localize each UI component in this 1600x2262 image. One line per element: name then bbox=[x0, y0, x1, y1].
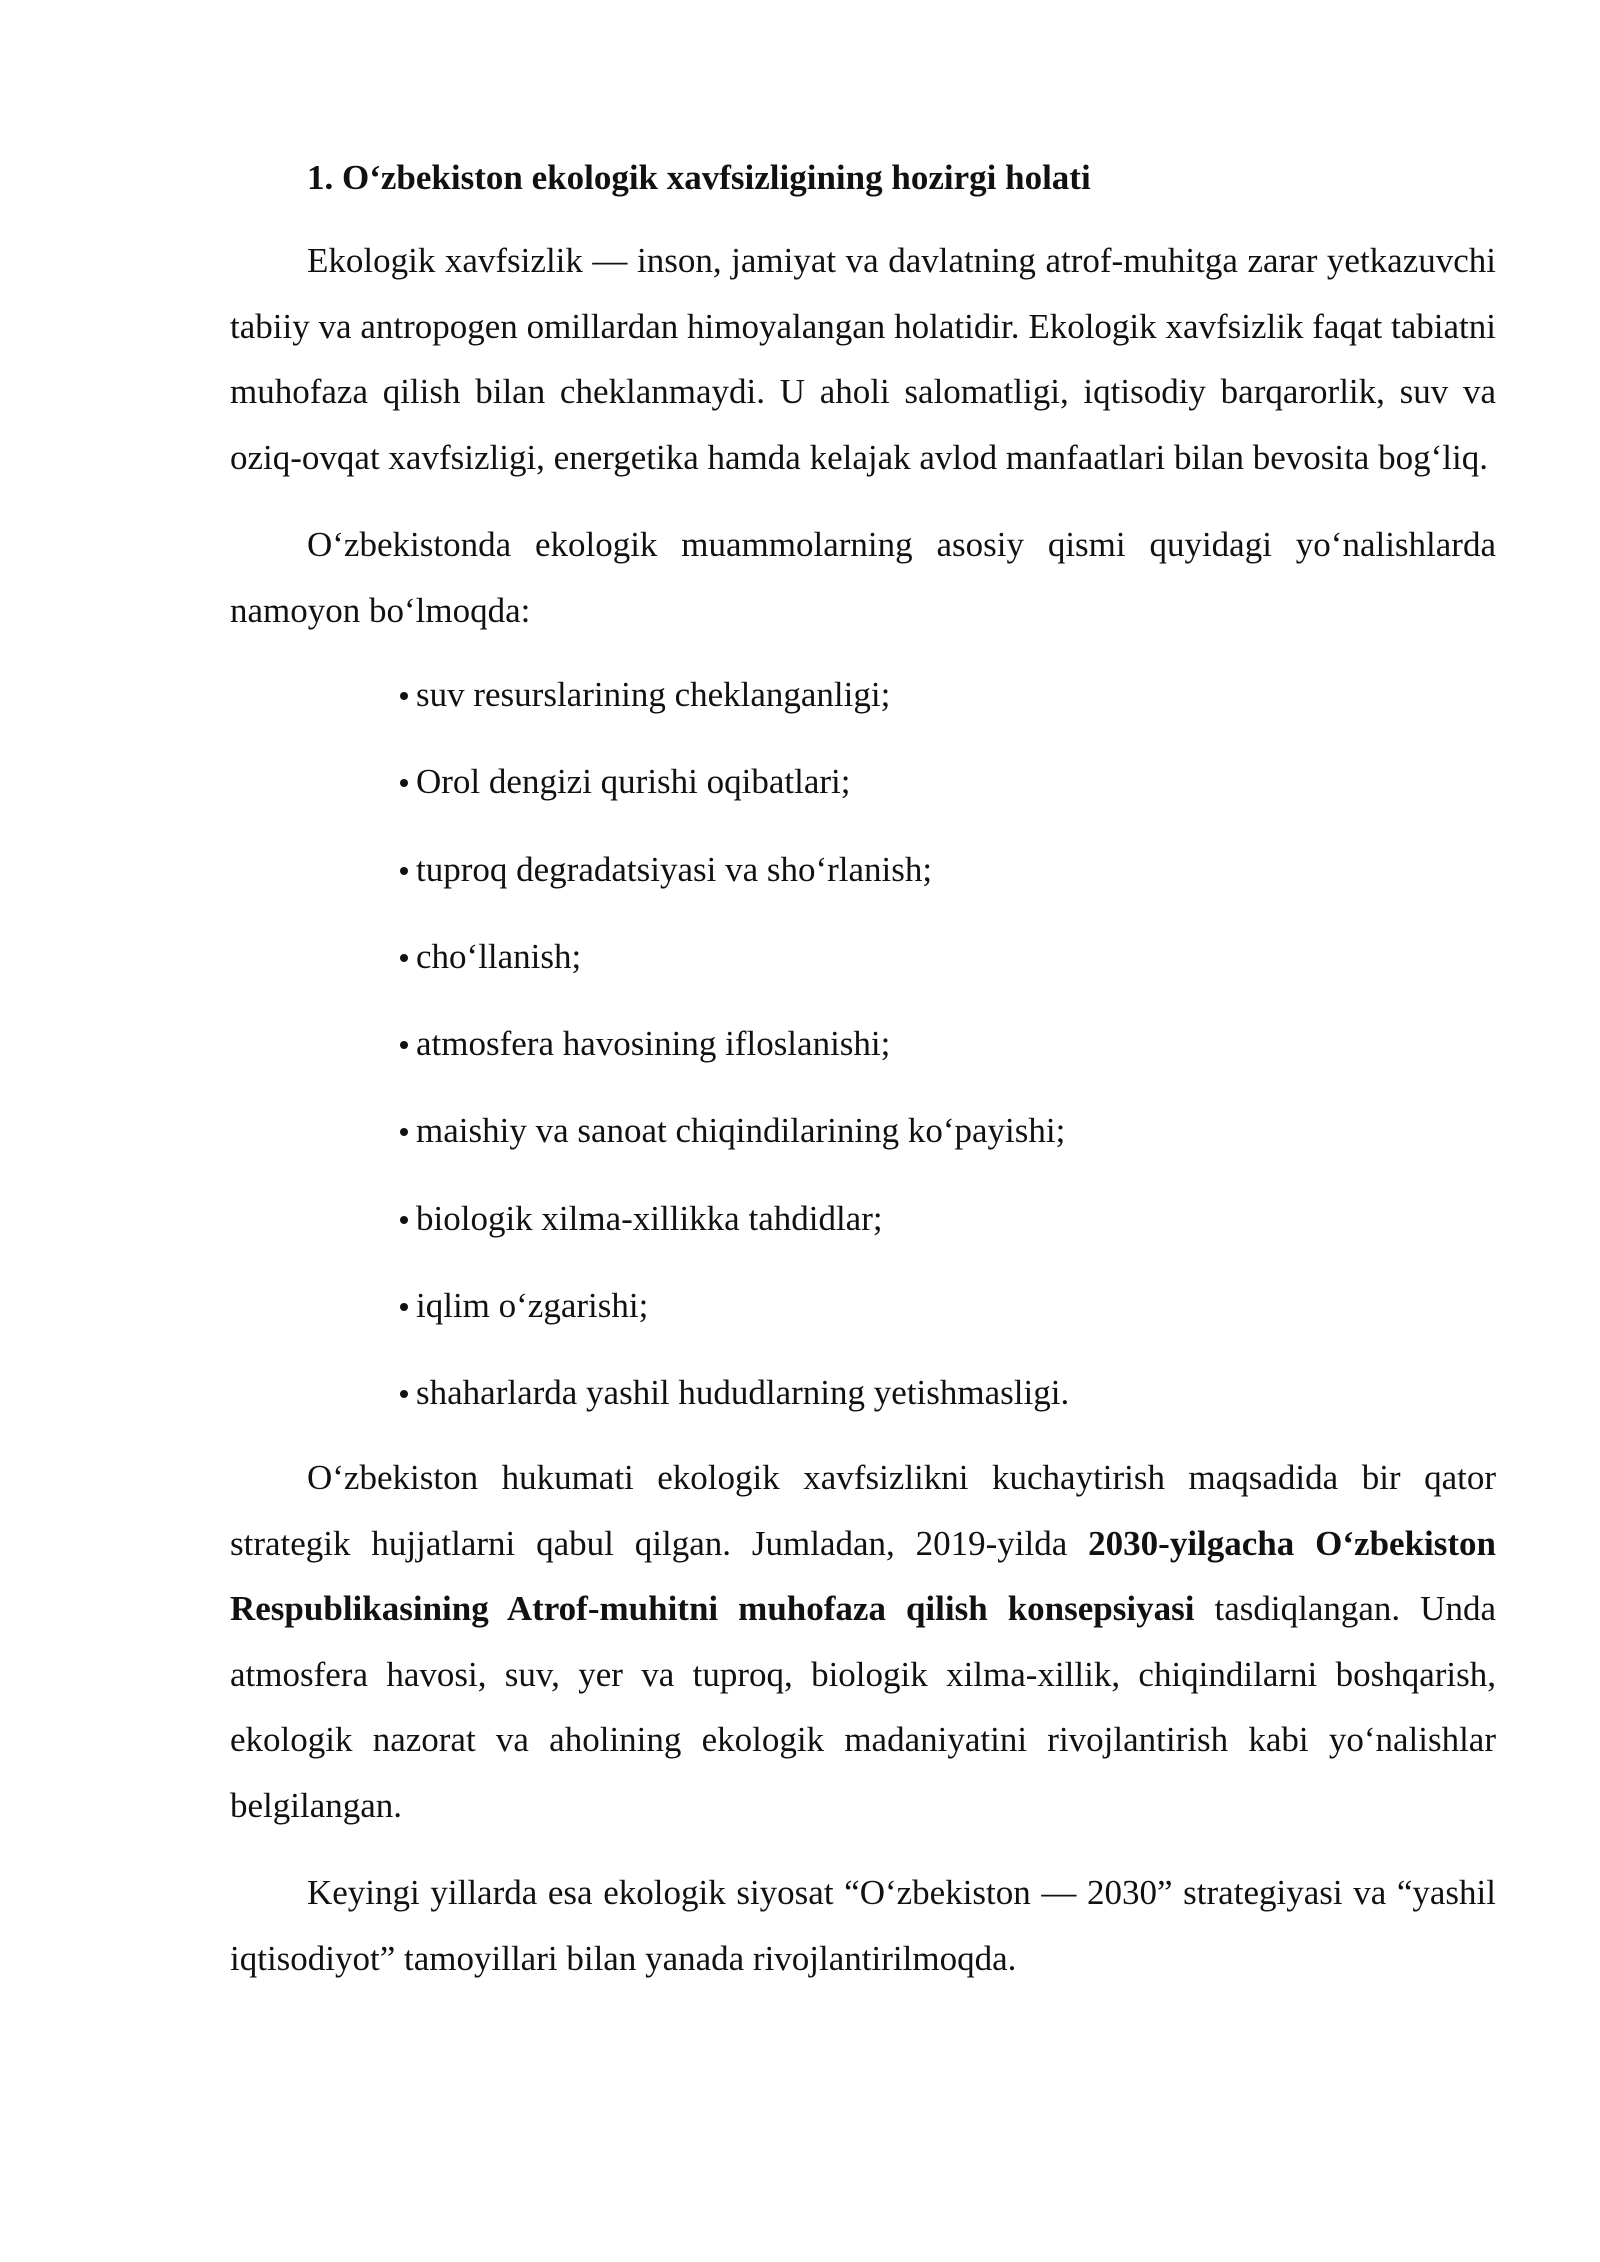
bullet-icon bbox=[400, 1041, 408, 1049]
list-item bbox=[400, 752, 1496, 812]
list-item-text: suv resurslarining cheklanganligi; bbox=[416, 675, 891, 714]
list-item bbox=[400, 1189, 1496, 1249]
bullet-icon bbox=[400, 1128, 408, 1136]
paragraph-government-strategy bbox=[230, 1445, 1496, 1838]
list-item-text: biologik xilma-xillikka tahdidlar; bbox=[416, 1198, 883, 1238]
bullet-icon bbox=[400, 692, 408, 700]
bullet-icon bbox=[400, 1216, 408, 1224]
list-item bbox=[400, 1014, 1496, 1074]
bullet-icon bbox=[400, 954, 408, 962]
bullet-icon bbox=[400, 779, 408, 787]
paragraph-text: O‘zbekiston hukumati ekologik xavfsizlikni kuchaytirish maqsadida bir qator strategik hujjatlarni qabul qilgan. Jumladan, 2019-yilda bbox=[230, 1458, 1496, 1563]
concept-title-bold: 2030-yilgacha O‘zbekiston Respublikasining Atrof-muhitni muhofaza qilish konsepsiyasi bbox=[230, 1523, 1496, 1629]
list-item bbox=[400, 1101, 1496, 1161]
bullet-icon bbox=[400, 1390, 408, 1398]
bullet-icon bbox=[400, 1303, 408, 1311]
problems-list bbox=[230, 665, 1496, 1423]
paragraph-recent-policy: Keyingi yillarda esa ekologik siyosat “O‘zbekiston — 2030” strategiyasi va “yashil iqtisodiyot” tamoyillari bilan yanada rivojlantirilmoqda. bbox=[230, 1873, 1496, 1978]
list-item-text: shaharlarda yashil hududlarning yetishmasligi. bbox=[416, 1373, 1070, 1413]
list-item-text: tuproq degradatsiyasi va sho‘rlanish; bbox=[416, 849, 933, 889]
paragraph-problems-intro: O‘zbekistonda ekologik muammolarning asosiy qismi quyidagi yo‘nalishlarda namoyon bo‘lmoqda: bbox=[230, 525, 1496, 630]
list-item-text: iqlim o‘zgarishi; bbox=[416, 1286, 649, 1326]
list-item bbox=[400, 665, 1496, 725]
paragraph-text: tasdiqlangan. Unda atmosfera havosi, suv, yer va tuproq, biologik xilma-xillik, chiqindilarni boshqarish, ekologik nazorat va aholining ekologik madaniyatini rivojlantirish kabi yo‘nalishlar belgilangan. bbox=[230, 1589, 1496, 1825]
list-item-text: maishiy va sanoat chiqindilarining ko‘payishi; bbox=[416, 1111, 1066, 1151]
list-item-text: cho‘llanish; bbox=[416, 936, 582, 976]
bullet-icon bbox=[400, 867, 408, 875]
list-item bbox=[400, 1276, 1496, 1336]
list-item-text: atmosfera havosining ifloslanishi; bbox=[416, 1024, 891, 1064]
list-item-text: Orol dengizi qurishi oqibatlari; bbox=[416, 762, 851, 802]
paragraph-definition: Ekologik xavfsizlik — inson, jamiyat va davlatning atrof-muhitga zarar yetkazuvchi tabiiy va antropogen omillardan himoyalangan holatidir. Ekologik xavfsizlik faqat tabiatni muhofaza qilish bilan cheklanmaydi. U aholi salomatligi, iqtisodiy barqarorlik, suv va oziq-ovqat xavfsizligi, energetika hamda kelajak avlod manfaatlari bilan bevosita bog‘liq. bbox=[230, 241, 1496, 477]
list-item bbox=[400, 840, 1496, 900]
list-item bbox=[400, 1363, 1496, 1423]
list-item bbox=[400, 927, 1496, 987]
document-body bbox=[230, 148, 1496, 2013]
section-heading: 1. O‘zbekiston ekologik xavfsizligining hozirgi holati bbox=[307, 158, 1091, 197]
